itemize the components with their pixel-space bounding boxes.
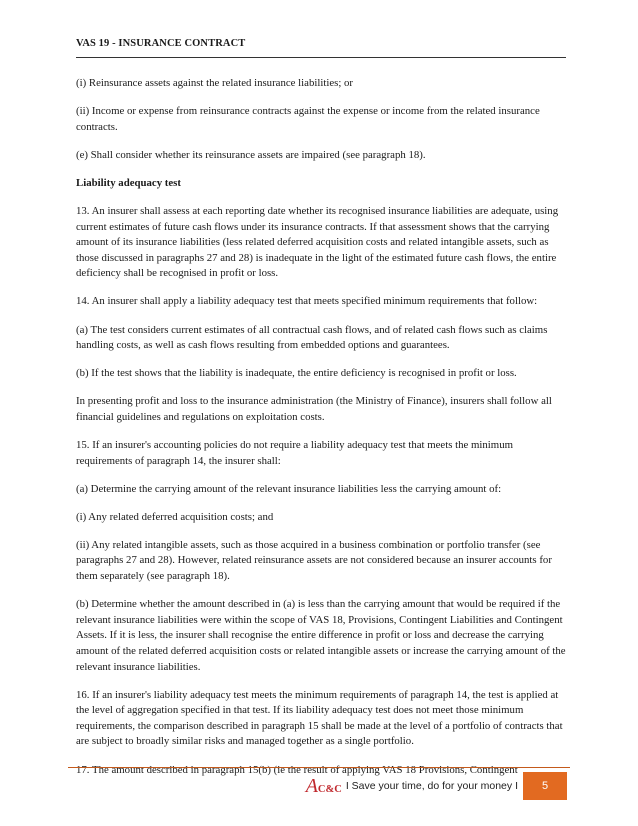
page-header-title: VAS 19 - INSURANCE CONTRACT <box>76 38 246 49</box>
paragraph: 17. The amount described in paragraph 15(b) (ie the result of applying VAS 18 Provisions, Contingent <box>76 763 518 776</box>
paragraph: (ii) Any related intangible assets, such as those acquired in a business combination or portfolio transfer (see paragraphs 27 and 28). However, related reinsurance assets are not considered because an insurer accounts for them separately (see paragraph 18). <box>76 538 552 583</box>
company-logo <box>306 776 342 796</box>
paragraph: (i) Any related deferred acquisition costs; and <box>76 510 274 523</box>
logo-text: C&C <box>317 784 342 795</box>
paragraph: 14. An insurer shall apply a liability adequacy test that meets specified minimum requirements that follow: <box>76 295 538 308</box>
page-number: 5 <box>523 772 567 800</box>
paragraph: (i) Reinsurance assets against the related insurance liabilities; or <box>76 77 354 89</box>
header-divider <box>76 57 566 58</box>
document-body <box>76 76 566 791</box>
paragraph: (e) Shall consider whether its reinsurance assets are impaired (see paragraph 18). <box>76 148 426 161</box>
paragraph: 16. If an insurer's liability adequacy test meets the minimum requirements of paragraph 14, the test is applied at the level of aggregation specified in that test. If its liability adequacy test does not meet those minimum requirements, the comparison described in paragraph 15 shall be made at the level of a portfolio of contracts that are subject to broadly similar risks and managed together as a single portfolio. <box>76 688 563 748</box>
footer-divider <box>68 767 570 768</box>
logo-letter: A <box>305 775 318 797</box>
footer-tagline: I Save your time, do for your money I <box>345 780 518 792</box>
section-heading: Liability adequacy test <box>76 176 181 189</box>
paragraph: (b) Determine whether the amount described in (a) is less than the carrying amount that would be required if the relevant insurance liabilities were within the scope of VAS 18, Provisions, Contingent Liabilities and Contingent Assets. If it is less, the insurer shall recognise the entire difference in profit or loss and decrease the carrying amount of the related deferred acquisition costs or related intangible assets or increase the carrying amount of the relevant insurance liabilities. <box>76 598 566 673</box>
paragraph: 13. An insurer shall assess at each reporting date whether its recognised insurance liabilities are adequate, using current estimates of future cash flows under its insurance contracts. If that assessment shows that the carrying amount of its insurance liabilities (less related deferred acquisition costs and related intangible assets, such as those discussed in paragraphs 27 and 28) is inadequate in the light of the estimated future cash flows, the entire deficiency shall be recognised in profit or loss. <box>76 204 559 280</box>
footer <box>296 772 518 800</box>
paragraph: (a) Determine the carrying amount of the relevant insurance liabilities less the carrying amount of: <box>76 482 502 495</box>
paragraph: 15. If an insurer's accounting policies do not require a liability adequacy test that meets the minimum requirements of paragraph 14, the insurer shall: <box>76 439 513 467</box>
paragraph: (ii) Income or expense from reinsurance contracts against the expense or income from the related insurance contracts. <box>76 105 540 133</box>
paragraph: (a) The test considers current estimates of all contractual cash flows, and of related cash flows such as claims handling costs, as well as cash flows resulting from embedded options and guarantees. <box>76 323 548 352</box>
paragraph: In presenting profit and loss to the insurance administration (the Ministry of Finance), insurers shall follow all financial guidelines and regulations on exploitation costs. <box>76 395 552 423</box>
paragraph: (b) If the test shows that the liability is inadequate, the entire deficiency is recognised in profit or loss. <box>76 367 517 380</box>
